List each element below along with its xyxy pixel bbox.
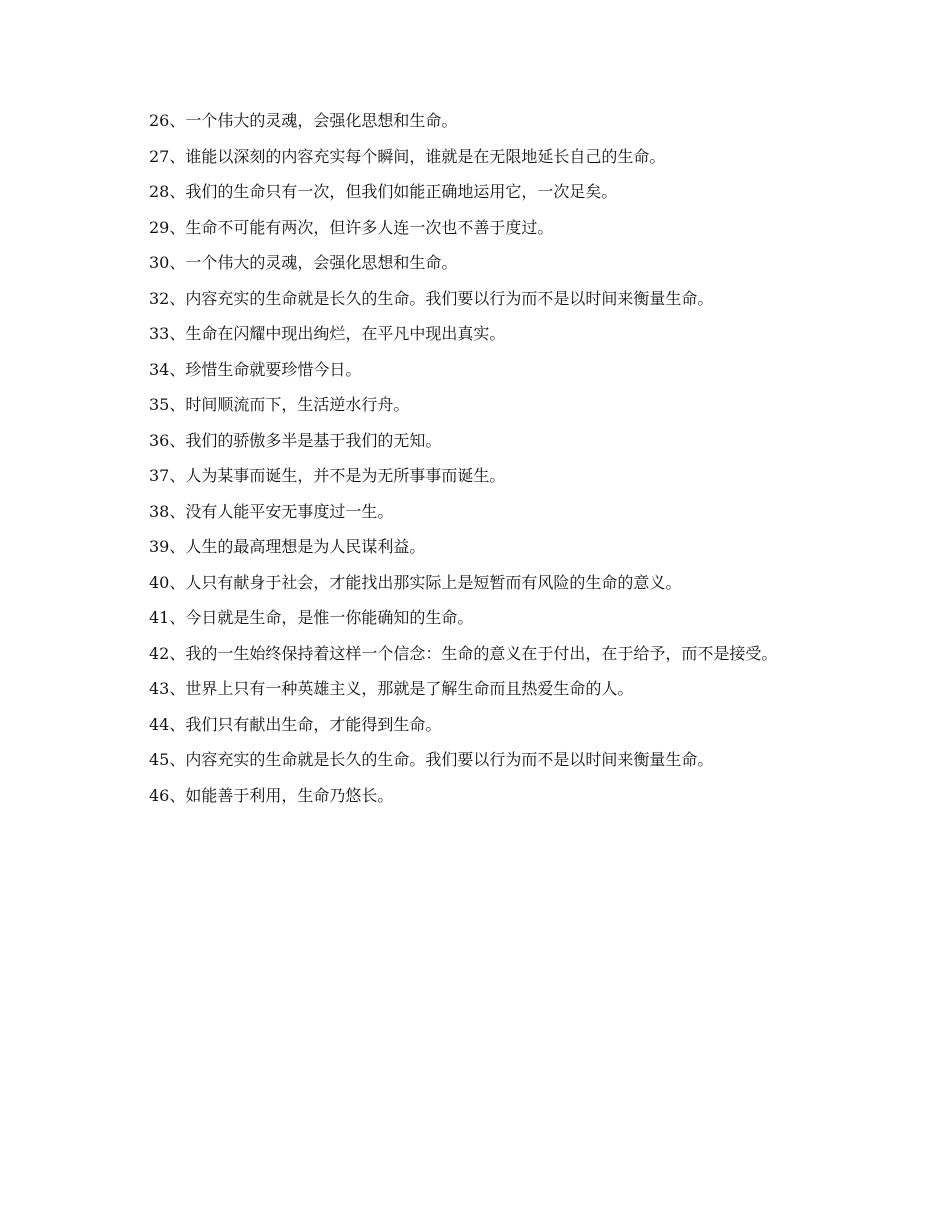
quote-item: 38、没有人能平安无事度过一生。: [149, 501, 394, 521]
quote-item: 41、今日就是生命，是惟一你能确知的生命。: [149, 608, 474, 627]
quote-item: 27、谁能以深刻的内容充实每个瞬间，谁就是在无限地延长自己的生命。: [149, 146, 666, 166]
quote-list: [113, 112, 825, 822]
quote-item: 30、一个伟大的灵魂，会强化思想和生命。: [149, 253, 458, 272]
quote-item: 29、生命不可能有两次，但许多人连一次也不善于度过。: [149, 217, 554, 237]
quote-item: 36、我们的骄傲多半是基于我们的无知。: [149, 430, 442, 450]
quote-item: 26、一个伟大的灵魂，会强化思想和生命。: [149, 111, 458, 130]
quote-item: 34、珍惜生命就要珍惜今日。: [149, 359, 362, 379]
quote-item: 46、如能善于利用，生命乃悠长。: [149, 785, 394, 805]
quote-item: 32、内容充实的生命就是长久的生命。我们要以行为而不是以时间来衡量生命。: [149, 288, 714, 308]
quote-item: 43、世界上只有一种英雄主义，那就是了解生命而且热爱生命的人。: [149, 679, 634, 698]
quote-item: 42、我的一生始终保持着这样一个信念：生命的意义在于付出，在于给予，而不是接受。: [149, 643, 778, 663]
quote-item: 44、我们只有献出生命，才能得到生命。: [149, 714, 442, 734]
quote-item: 45、内容充实的生命就是长久的生命。我们要以行为而不是以时间来衡量生命。: [149, 750, 714, 769]
quote-item: 35、时间顺流而下，生活逆水行舟。: [149, 395, 410, 414]
quote-item: 33、生命在闪耀中现出绚烂，在平凡中现出真实。: [149, 324, 506, 343]
quote-item: 39、人生的最高理想是为人民谋利益。: [149, 537, 426, 556]
quote-item: 40、人只有献身于社会，才能找出那实际上是短暂而有风险的生命的意义。: [149, 572, 682, 592]
quote-item: 28、我们的生命只有一次，但我们如能正确地运用它，一次足矣。: [149, 182, 618, 201]
quote-item: 37、人为某事而诞生，并不是为无所事事而诞生。: [149, 466, 506, 485]
